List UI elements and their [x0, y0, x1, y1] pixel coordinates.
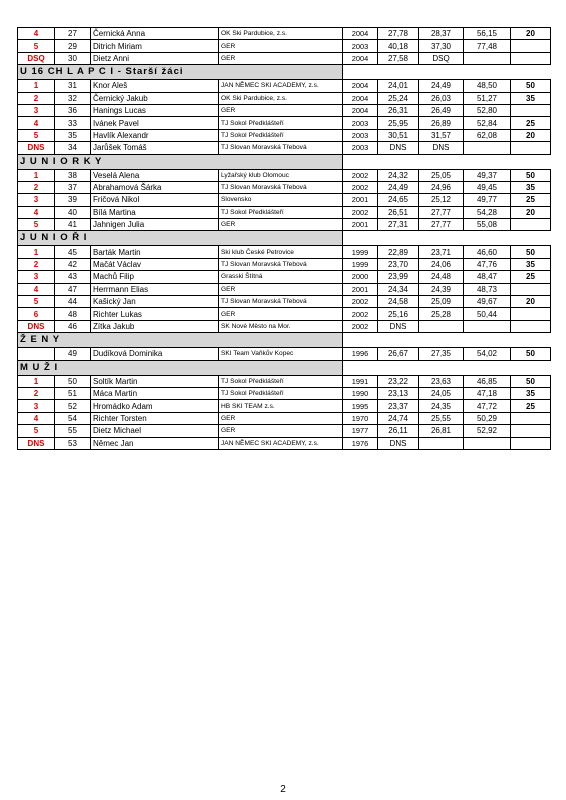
run1-time: 23,70	[378, 258, 419, 270]
club-cell: TJ Slovan Moravská Třebová	[219, 142, 343, 154]
result-row	[18, 169, 551, 181]
points-cell: 50	[511, 375, 551, 387]
name-cell: Ditrich Miriam	[91, 40, 219, 52]
year-cell: 1999	[343, 258, 378, 270]
run1-time: 24,32	[378, 169, 419, 181]
rank-cell: 2	[18, 92, 55, 104]
run1-time: 25,24	[378, 92, 419, 104]
category-spacer	[343, 231, 551, 246]
bib-cell: 44	[55, 296, 91, 308]
result-row	[18, 320, 551, 332]
name-cell: Dietz Anni	[91, 52, 219, 64]
points-cell	[511, 437, 551, 449]
bib-cell: 55	[55, 425, 91, 437]
run2-time: 25,55	[419, 412, 464, 424]
name-cell: Bílá Martina	[91, 206, 219, 218]
run1-time: 24,49	[378, 181, 419, 193]
year-cell: 2004	[343, 52, 378, 64]
run2-time: 25,12	[419, 194, 464, 206]
run2-time: 24,39	[419, 283, 464, 295]
bib-cell: 52	[55, 400, 91, 412]
rank-cell: 1	[18, 375, 55, 387]
total-time	[464, 320, 511, 332]
rank-cell: 3	[18, 400, 55, 412]
total-time: 51,27	[464, 92, 511, 104]
total-time: 49,45	[464, 181, 511, 193]
total-time	[464, 437, 511, 449]
points-cell	[511, 320, 551, 332]
category-spacer	[343, 65, 551, 80]
points-cell	[511, 52, 551, 64]
run1-time: DNS	[378, 437, 419, 449]
name-cell: Veselá Alena	[91, 169, 219, 181]
total-time: 62,08	[464, 129, 511, 141]
bib-cell: 48	[55, 308, 91, 320]
name-cell: Hromádko Adam	[91, 400, 219, 412]
name-cell: Jahnigen Julia	[91, 219, 219, 231]
result-row	[18, 296, 551, 308]
result-row	[18, 52, 551, 64]
bib-cell: 30	[55, 52, 91, 64]
run1-time: 24,65	[378, 194, 419, 206]
year-cell: 2002	[343, 206, 378, 218]
category-header-row	[18, 231, 551, 246]
year-cell: 2000	[343, 271, 378, 283]
run1-time: 25,95	[378, 117, 419, 129]
bib-cell: 31	[55, 80, 91, 92]
result-row	[18, 246, 551, 258]
points-cell: 25	[511, 271, 551, 283]
club-cell: GER	[219, 283, 343, 295]
run1-time: 40,18	[378, 40, 419, 52]
name-cell: Dudíková Dominika	[91, 348, 219, 360]
year-cell: 2002	[343, 169, 378, 181]
club-cell: TJ Slovan Moravská Třebová	[219, 296, 343, 308]
run2-time: 31,57	[419, 129, 464, 141]
run2-time: 25,09	[419, 296, 464, 308]
run1-time: 27,78	[378, 28, 419, 40]
run2-time: 24,35	[419, 400, 464, 412]
points-cell: 35	[511, 258, 551, 270]
points-cell	[511, 425, 551, 437]
run2-time: 24,06	[419, 258, 464, 270]
run2-time: 27,77	[419, 219, 464, 231]
bib-cell: 42	[55, 258, 91, 270]
points-cell: 25	[511, 194, 551, 206]
total-time: 46,85	[464, 375, 511, 387]
club-cell: HB SKI TEAM z.s.	[219, 400, 343, 412]
club-cell: SK Nové Město na Mor.	[219, 320, 343, 332]
rank-cell: 4	[18, 117, 55, 129]
run2-time: 24,05	[419, 387, 464, 399]
name-cell: Richter Lukas	[91, 308, 219, 320]
rank-cell: 5	[18, 219, 55, 231]
total-time: 48,50	[464, 80, 511, 92]
run2-time	[419, 437, 464, 449]
total-time: 49,77	[464, 194, 511, 206]
name-cell: Dietz Michael	[91, 425, 219, 437]
rank-cell: 2	[18, 181, 55, 193]
category-title: J U N I O R K Y	[18, 154, 343, 169]
club-cell: TJ Sokol Předklášteří	[219, 206, 343, 218]
result-row	[18, 40, 551, 52]
bib-cell: 41	[55, 219, 91, 231]
club-cell: Grasski Štítná	[219, 271, 343, 283]
club-cell: Lyžařský klub Olomouc	[219, 169, 343, 181]
club-cell: GER	[219, 40, 343, 52]
rank-cell: 1	[18, 169, 55, 181]
rank-cell: 6	[18, 308, 55, 320]
year-cell: 2002	[343, 181, 378, 193]
category-title: U 16 CH L A P C I - Starší žáci	[18, 65, 343, 80]
club-cell: TJ Sokol Předklášteří	[219, 387, 343, 399]
run2-time: DNS	[419, 142, 464, 154]
bib-cell: 49	[55, 348, 91, 360]
rank-cell: 3	[18, 271, 55, 283]
result-row	[18, 283, 551, 295]
rank-cell: 1	[18, 246, 55, 258]
run1-time: 23,22	[378, 375, 419, 387]
rank-cell: 5	[18, 40, 55, 52]
year-cell: 2001	[343, 283, 378, 295]
year-cell: 2003	[343, 117, 378, 129]
rank-cell: 4	[18, 206, 55, 218]
points-cell: 20	[511, 28, 551, 40]
run1-time: 26,51	[378, 206, 419, 218]
run1-time: 26,11	[378, 425, 419, 437]
bib-cell: 29	[55, 40, 91, 52]
rank-cell: 2	[18, 387, 55, 399]
result-row	[18, 92, 551, 104]
result-row	[18, 375, 551, 387]
points-cell	[511, 412, 551, 424]
bib-cell: 27	[55, 28, 91, 40]
run2-time: 27,77	[419, 206, 464, 218]
results-body	[18, 28, 551, 450]
result-row	[18, 387, 551, 399]
bib-cell: 45	[55, 246, 91, 258]
name-cell: Herrmann Elias	[91, 283, 219, 295]
category-spacer	[343, 154, 551, 169]
name-cell: Havlík Alexandr	[91, 129, 219, 141]
club-cell: TJ Slovan Moravská Třebová	[219, 258, 343, 270]
run2-time: 26,89	[419, 117, 464, 129]
run2-time: 24,96	[419, 181, 464, 193]
points-cell: 20	[511, 129, 551, 141]
run1-time: DNS	[378, 320, 419, 332]
bib-cell: 34	[55, 142, 91, 154]
rank-cell: DNS	[18, 142, 55, 154]
category-header-row	[18, 360, 551, 375]
club-cell: GER	[219, 308, 343, 320]
club-cell: TJ Sokol Předklášteří	[219, 117, 343, 129]
total-time: 48,47	[464, 271, 511, 283]
run1-time: 24,74	[378, 412, 419, 424]
total-time: 50,44	[464, 308, 511, 320]
run2-time: 37,30	[419, 40, 464, 52]
category-title: J U N I O Ř I	[18, 231, 343, 246]
bib-cell: 38	[55, 169, 91, 181]
name-cell: Abrahamová Šárka	[91, 181, 219, 193]
club-cell: JAN NĚMEC SKI ACADEMY, z.s.	[219, 80, 343, 92]
year-cell: 2001	[343, 194, 378, 206]
run2-time: 26,03	[419, 92, 464, 104]
name-cell: Máca Martin	[91, 387, 219, 399]
bib-cell: 32	[55, 92, 91, 104]
club-cell: GER	[219, 412, 343, 424]
club-cell: OK Ski Pardubice, z.s.	[219, 28, 343, 40]
club-cell: GER	[219, 425, 343, 437]
category-spacer	[343, 333, 551, 348]
total-time: 56,15	[464, 28, 511, 40]
bib-cell: 35	[55, 129, 91, 141]
points-cell: 50	[511, 169, 551, 181]
total-time: 46,60	[464, 246, 511, 258]
total-time: 54,28	[464, 206, 511, 218]
bib-cell: 54	[55, 412, 91, 424]
points-cell: 35	[511, 181, 551, 193]
result-row	[18, 219, 551, 231]
total-time: 77,48	[464, 40, 511, 52]
rank-cell: 3	[18, 194, 55, 206]
run1-time: 25,16	[378, 308, 419, 320]
run1-time: 24,01	[378, 80, 419, 92]
result-row	[18, 308, 551, 320]
bib-cell: 46	[55, 320, 91, 332]
result-row	[18, 437, 551, 449]
club-cell: TJ Slovan Moravská Třebová	[219, 181, 343, 193]
run1-time: 27,58	[378, 52, 419, 64]
run2-time: 26,49	[419, 104, 464, 116]
name-cell: Knor Aleš	[91, 80, 219, 92]
run2-time: 24,48	[419, 271, 464, 283]
points-cell: 35	[511, 387, 551, 399]
bib-cell: 50	[55, 375, 91, 387]
result-row	[18, 28, 551, 40]
club-cell: Ski klub České Petrovice	[219, 246, 343, 258]
rank-cell: 3	[18, 104, 55, 116]
total-time: 54,02	[464, 348, 511, 360]
name-cell: Richter Torsten	[91, 412, 219, 424]
total-time: 52,84	[464, 117, 511, 129]
name-cell: Hanings Lucas	[91, 104, 219, 116]
name-cell: Fričová Nikol	[91, 194, 219, 206]
category-title: Ž E N Y	[18, 333, 343, 348]
total-time	[464, 142, 511, 154]
points-cell	[511, 308, 551, 320]
total-time: 47,76	[464, 258, 511, 270]
year-cell: 1990	[343, 387, 378, 399]
year-cell: 1977	[343, 425, 378, 437]
year-cell: 2003	[343, 142, 378, 154]
run2-time: 26,81	[419, 425, 464, 437]
points-cell: 20	[511, 296, 551, 308]
club-cell: SKI Team Vaňkův Kopec	[219, 348, 343, 360]
name-cell: Barták Martin	[91, 246, 219, 258]
year-cell: 2004	[343, 80, 378, 92]
year-cell: 1991	[343, 375, 378, 387]
points-cell: 50	[511, 80, 551, 92]
category-header-row	[18, 333, 551, 348]
year-cell: 2004	[343, 92, 378, 104]
name-cell: Machů Filip	[91, 271, 219, 283]
category-header-row	[18, 65, 551, 80]
club-cell: TJ Sokol Předklášteří	[219, 129, 343, 141]
rank-cell: DNS	[18, 320, 55, 332]
name-cell: Němec Jan	[91, 437, 219, 449]
result-row	[18, 258, 551, 270]
page-number: 2	[280, 784, 286, 795]
points-cell	[511, 104, 551, 116]
rank-cell: DNS	[18, 437, 55, 449]
run1-time: 26,31	[378, 104, 419, 116]
run1-time: 30,51	[378, 129, 419, 141]
points-cell: 50	[511, 348, 551, 360]
year-cell: 1995	[343, 400, 378, 412]
bib-cell: 40	[55, 206, 91, 218]
rank-cell: 5	[18, 425, 55, 437]
name-cell: Kašický Jan	[91, 296, 219, 308]
run2-time: 27,35	[419, 348, 464, 360]
category-title: M U Ž I	[18, 360, 343, 375]
bib-cell: 37	[55, 181, 91, 193]
name-cell: Zítka Jakub	[91, 320, 219, 332]
name-cell: Černický Jakub	[91, 92, 219, 104]
run2-time	[419, 320, 464, 332]
run1-time: 22,89	[378, 246, 419, 258]
year-cell: 1999	[343, 246, 378, 258]
total-time: 52,92	[464, 425, 511, 437]
year-cell: 2001	[343, 219, 378, 231]
run2-time: 24,49	[419, 80, 464, 92]
rank-cell: 1	[18, 80, 55, 92]
name-cell: Mačát Václav	[91, 258, 219, 270]
bib-cell: 43	[55, 271, 91, 283]
club-cell: TJ Sokol Předklášteří	[219, 375, 343, 387]
bib-cell: 53	[55, 437, 91, 449]
run2-time: 25,28	[419, 308, 464, 320]
club-cell: JAN NĚMEC SKI ACADEMY, z.s.	[219, 437, 343, 449]
name-cell: Soltík Martin	[91, 375, 219, 387]
points-cell: 50	[511, 246, 551, 258]
points-cell: 20	[511, 206, 551, 218]
total-time: 49,37	[464, 169, 511, 181]
result-row	[18, 80, 551, 92]
year-cell: 2003	[343, 40, 378, 52]
points-cell: 35	[511, 92, 551, 104]
points-cell	[511, 142, 551, 154]
rank-cell: 5	[18, 129, 55, 141]
year-cell: 1996	[343, 348, 378, 360]
bib-cell: 36	[55, 104, 91, 116]
result-row	[18, 206, 551, 218]
name-cell: Jarůšek Tomáš	[91, 142, 219, 154]
club-cell: GER	[219, 52, 343, 64]
club-cell: OK Ski Pardubice, z.s.	[219, 92, 343, 104]
rank-cell: 4	[18, 28, 55, 40]
category-spacer	[343, 360, 551, 375]
run1-time: DNS	[378, 142, 419, 154]
run2-time: DSQ	[419, 52, 464, 64]
year-cell: 2004	[343, 104, 378, 116]
run1-time: 23,37	[378, 400, 419, 412]
bib-cell: 33	[55, 117, 91, 129]
total-time: 47,72	[464, 400, 511, 412]
points-cell: 25	[511, 400, 551, 412]
category-header-row	[18, 154, 551, 169]
results-table	[17, 27, 551, 450]
total-time: 49,67	[464, 296, 511, 308]
total-time: 50,29	[464, 412, 511, 424]
bib-cell: 39	[55, 194, 91, 206]
year-cell: 1976	[343, 437, 378, 449]
year-cell: 2004	[343, 28, 378, 40]
result-row	[18, 117, 551, 129]
result-row	[18, 194, 551, 206]
rank-cell: 4	[18, 412, 55, 424]
run1-time: 23,99	[378, 271, 419, 283]
rank-cell	[18, 348, 55, 360]
rank-cell: DSQ	[18, 52, 55, 64]
run2-time: 25,05	[419, 169, 464, 181]
rank-cell: 2	[18, 258, 55, 270]
year-cell: 2002	[343, 296, 378, 308]
result-row	[18, 348, 551, 360]
year-cell: 2002	[343, 308, 378, 320]
result-row	[18, 425, 551, 437]
points-cell	[511, 283, 551, 295]
result-row	[18, 181, 551, 193]
club-cell: Slovensko	[219, 194, 343, 206]
rank-cell: 4	[18, 283, 55, 295]
total-time: 55,08	[464, 219, 511, 231]
club-cell: GER	[219, 219, 343, 231]
total-time: 52,80	[464, 104, 511, 116]
run1-time: 26,67	[378, 348, 419, 360]
result-row	[18, 104, 551, 116]
result-row	[18, 142, 551, 154]
result-row	[18, 129, 551, 141]
name-cell: Ivánek Pavel	[91, 117, 219, 129]
run2-time: 23,63	[419, 375, 464, 387]
year-cell: 1970	[343, 412, 378, 424]
points-cell: 25	[511, 117, 551, 129]
run1-time: 23,13	[378, 387, 419, 399]
run2-time: 23,71	[419, 246, 464, 258]
result-row	[18, 400, 551, 412]
points-cell	[511, 219, 551, 231]
rank-cell: 5	[18, 296, 55, 308]
run2-time: 28,37	[419, 28, 464, 40]
result-row	[18, 271, 551, 283]
points-cell	[511, 40, 551, 52]
result-row	[18, 412, 551, 424]
total-time	[464, 52, 511, 64]
bib-cell: 47	[55, 283, 91, 295]
run1-time: 24,58	[378, 296, 419, 308]
club-cell: GER	[219, 104, 343, 116]
year-cell: 2002	[343, 320, 378, 332]
year-cell: 2003	[343, 129, 378, 141]
name-cell: Černická Anna	[91, 28, 219, 40]
bib-cell: 51	[55, 387, 91, 399]
total-time: 47,18	[464, 387, 511, 399]
run1-time: 24,34	[378, 283, 419, 295]
total-time: 48,73	[464, 283, 511, 295]
run1-time: 27,31	[378, 219, 419, 231]
